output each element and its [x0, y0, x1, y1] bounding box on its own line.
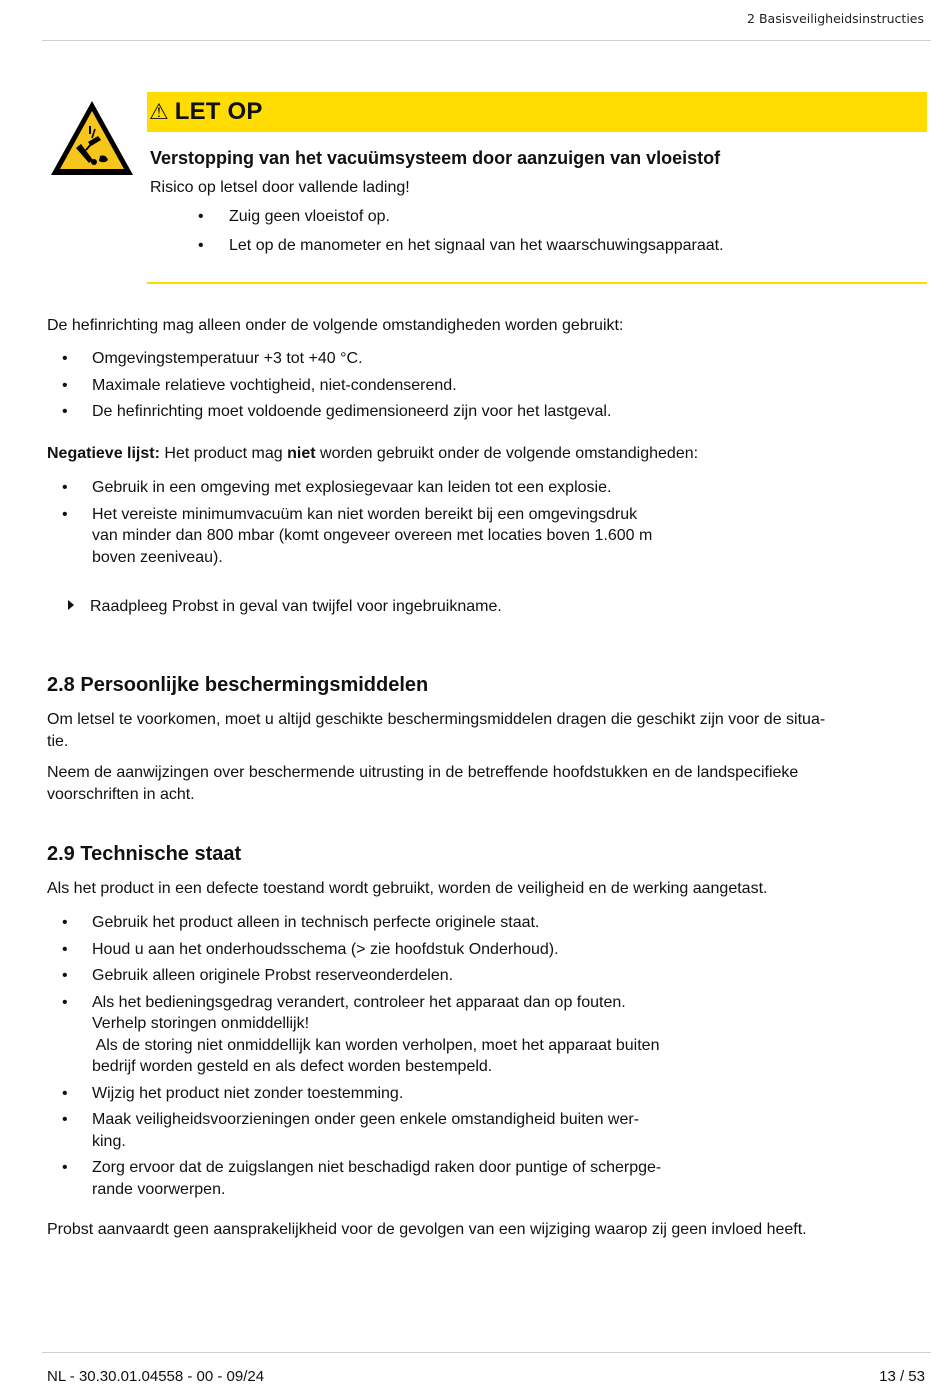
warning-risk: Risico op letsel door vallende lading!: [150, 179, 410, 196]
liability-statement: Probst aanvaardt geen aansprakelijkheid voor de gevolgen van een wijziging waarop zij geen invloed heeft.: [47, 1221, 807, 1238]
triangle-right-icon: [68, 600, 74, 610]
warning-triangle-icon: ⚠: [149, 99, 169, 124]
section-2-9-intro: Als het product in een defecte toestand wordt gebruikt, worden de veiligheid en de werking aangetast.: [47, 880, 768, 897]
warning-bottom-rule: [147, 282, 927, 284]
advice-line: [47, 596, 502, 618]
list-item: • Gebruik het product alleen in technisch perfecte originele staat.: [47, 912, 661, 934]
section-2-8-paragraph: Neem de aanwijzingen over beschermende uitrusting in de betreffende hoofdstukken en de landspecifieke voorschriften in acht.: [47, 764, 799, 803]
page-number: 13 / 53: [879, 1368, 925, 1385]
negative-list-label: Negatieve lijst:: [47, 445, 160, 462]
warning-action: • Zuig geen vloeistof op.: [150, 207, 724, 236]
falling-load-warning-icon: [48, 98, 136, 178]
technical-state-list: [47, 912, 661, 1205]
running-header: 2 Basisveiligheidsinstructies: [747, 11, 924, 26]
negative-list-intro: Negatieve lijst: Het product mag niet worden gebruikt onder de volgende omstandigheden:: [47, 445, 699, 462]
section-2-8-paragraph: Om letsel te voorkomen, moet u altijd geschikte beschermingsmiddelen dragen die geschikt zijn voor de situa- tie.: [47, 711, 826, 750]
list-item: • Houd u aan het onderhoudsschema (> zie hoofdstuk Onderhoud).: [47, 939, 661, 961]
warning-heading: Verstopping van het vacuümsysteem door aanzuigen van vloeistof: [150, 148, 721, 168]
section-title-2-8: 2.8 Persoonlijke beschermingsmiddelen: [47, 674, 429, 696]
advice-text: Raadpleeg Probst in geval van twijfel voor ingebruikname.: [90, 598, 502, 615]
section-title-2-9: 2.9 Technische staat: [47, 843, 242, 865]
warning-title: LET OP: [174, 98, 263, 125]
footer-divider: [42, 1352, 931, 1353]
conditions-list: [47, 348, 611, 428]
list-item: • Maak veiligheidsvoorzieningen onder geen enkele omstandigheid buiten wer- king.: [47, 1109, 661, 1152]
list-item: • Het vereiste minimumvacuüm kan niet worden bereikt bij een omgevingsdruk van minder dan 800 mbar (komt ongeveer overeen met locaties boven 1.600 m boven zeeniveau).: [47, 504, 652, 569]
header-divider: [42, 40, 931, 41]
list-item: • Zorg ervoor dat de zuigslangen niet beschadigd raken door puntige of scherpge- rande voorwerpen.: [47, 1157, 661, 1200]
document-id: NL - 30.30.01.04558 - 00 - 09/24: [47, 1368, 265, 1385]
list-item: • Gebruik alleen originele Probst reserveonderdelen.: [47, 965, 661, 987]
list-item: • De hefinrichting moet voldoende gedimensioneerd zijn voor het lastgeval.: [47, 401, 611, 423]
list-item: • Gebruik in een omgeving met explosiegevaar kan leiden tot een explosie.: [47, 477, 652, 499]
list-item: • Maximale relatieve vochtigheid, niet-condenserend.: [47, 375, 611, 397]
warning-title-bar: [147, 92, 927, 132]
list-item: • Wijzig het product niet zonder toestemming.: [47, 1083, 661, 1105]
list-item: • Omgevingstemperatuur +3 tot +40 °C.: [47, 348, 611, 370]
negative-emphasis: niet: [287, 445, 316, 462]
warning-action: • Let op de manometer en het signaal van het waarschuwingsapparaat.: [150, 236, 724, 265]
warning-actions: [150, 207, 724, 265]
conditions-intro: De hefinrichting mag alleen onder de volgende omstandigheden worden gebruikt:: [47, 317, 624, 334]
list-item: • Als het bedieningsgedrag verandert, controleer het apparaat dan op fouten. Verhelp storingen onmiddellijk! Als de storing niet onmiddellijk kan worden verholpen, moet het apparaat buiten bedrijf worden gesteld en als defect worden bestempeld.: [47, 992, 661, 1078]
negative-list: [47, 477, 652, 573]
